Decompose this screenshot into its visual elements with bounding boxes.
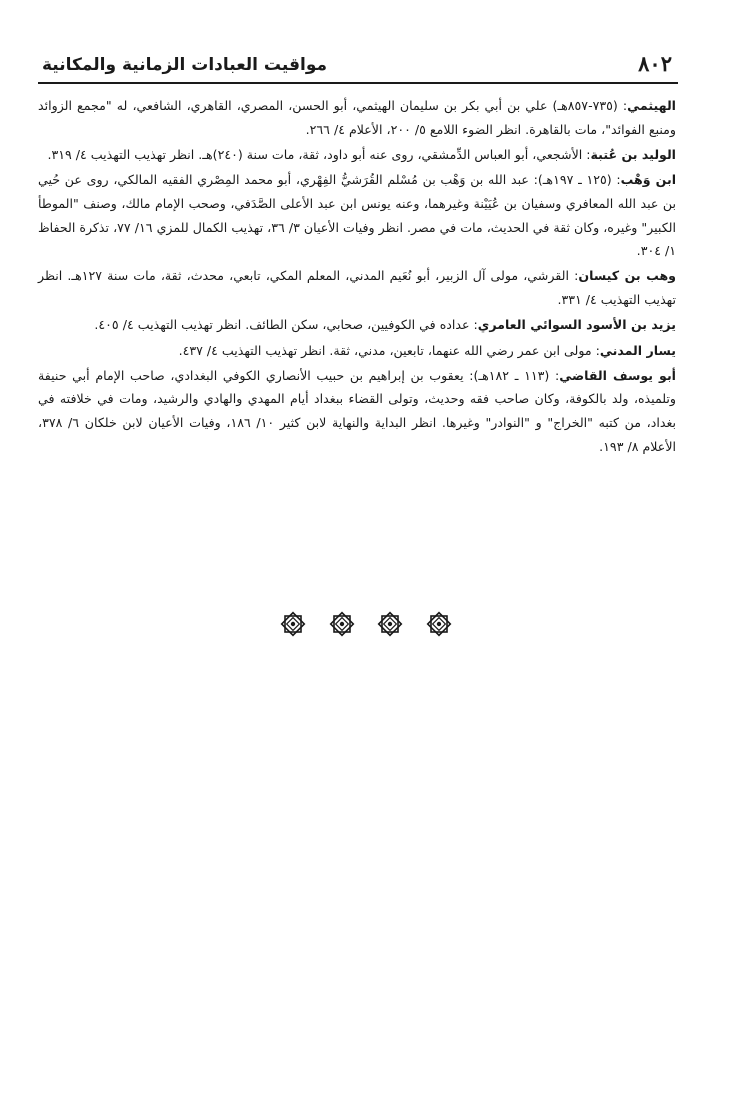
eight-point-star-ornament-icon (426, 611, 452, 637)
header-rule (38, 82, 678, 84)
biography-entry (38, 364, 678, 459)
biography-entry (38, 339, 678, 363)
entry-text: : (٧٣٥-٨٥٧هـ) علي بن أبي بكر بن سليمان الهيثمي، أبو الحسن، المصري، القاهري، الشافعي، له "مجمع الزوائد ومنبع الفوائد"، مات بالقاهرة. انظر الضوء اللامع ٥/ ٢٠٠، الأعلام ٤/ ٢٦٦. (38, 98, 676, 137)
biography-list (38, 94, 678, 459)
entry-text: : (١١٣ ـ ١٨٢هـ): يعقوب بن إبراهيم بن حبيب الأنصاري الكوفي البغدادي، صاحب الإمام أبي حنيفة وتلميذه، ولد بالكوفة، وكان صاحب فقه وحديث، وتولى القضاء ببغداد أيام المهدي والهادي والرشيد، ومات في خلافته في بغداد، من كتبه "الخراج" و "النوادر" وغيرها. انظر البداية والنهاية لابن كثير ١٠/ ١٨٦، وفيات الأعيان لابن خلكان ٦/ ٣٧٨، الأعلام ٨/ ١٩٣. (38, 367, 677, 454)
eight-point-star-ornament-icon (329, 611, 355, 637)
eight-point-star-ornament-icon (377, 611, 403, 637)
entry-text: : الأشجعي، أبو العباس الدِّمشقي، روى عنه أبو داود، ثقة، مات سنة (٢٤٠)هـ. انظر تهذيب التهذيب ٤/ ٣١٩. (47, 146, 591, 162)
eight-point-star-ornament-icon (280, 611, 306, 637)
entry-name: وهب بن كيسان (578, 268, 677, 284)
entry-name: الهيثمي (627, 98, 676, 113)
running-title: مواقيت العبادات الزمانية والمكانية (42, 55, 327, 75)
entry-text: : عداده في الكوفيين، صحابي، سكن الطائف. انظر تهذيب التهذيب ٤/ ٤٠٥. (94, 317, 478, 333)
entry-name: أبو يوسف القاضي (559, 367, 676, 383)
biography-entry (38, 264, 678, 311)
entry-name: الوليد بن عُتبة (590, 146, 676, 162)
entry-text: : (١٢٥ ـ ١٩٧هـ): عبد الله بن وَهْب بن مُسْلم القُرَشيُّ الفِهْري، أبو محمد المِصْري الفقيه المالكي، روى عن حُيي بن عبد الله المعافري وسفيان بن عُيَيْنة وغيرهما، وعنه يونس ابن عبد الأعلى الصَّدَفي، وصحب الإمام مالك، وصنف "الموطأ الكبير" وغيره، وكان ثقة في الحديث، مات في مصر. انظر وفيات الأعيان ٣/ ٣٦، تهذيب الكمال للمزي ١٦/ ٧٧، تذكرة الحفاظ ١/ ٣٠٤. (38, 172, 676, 259)
entry-text: : مولى ابن عمر رضي الله عنهما، تابعين، مدني، ثقة. انظر تهذيب التهذيب ٤/ ٤٣٧. (178, 342, 600, 358)
entry-name: يزيد بن الأسود السوائي العامري (477, 317, 676, 333)
entry-name: يسار المدني (599, 342, 676, 358)
page-header (38, 40, 678, 74)
section-end-ornaments (280, 611, 452, 641)
entry-name: ابن وَهْب (620, 172, 677, 188)
entry-text: : القرشي، مولى آل الزبير، أبو نُعَيم المدني، المعلم المكي، تابعي، محدث، ثقة، مات سنة ١٢٧هـ. انظر تهذيب التهذيب ٤/ ٣٣١. (38, 268, 676, 308)
page (38, 40, 678, 460)
biography-entry (38, 94, 678, 141)
biography-entry (38, 143, 678, 167)
page-number: ٨٠٢ (638, 51, 672, 76)
biography-entry (38, 313, 678, 337)
biography-entry (38, 168, 678, 263)
